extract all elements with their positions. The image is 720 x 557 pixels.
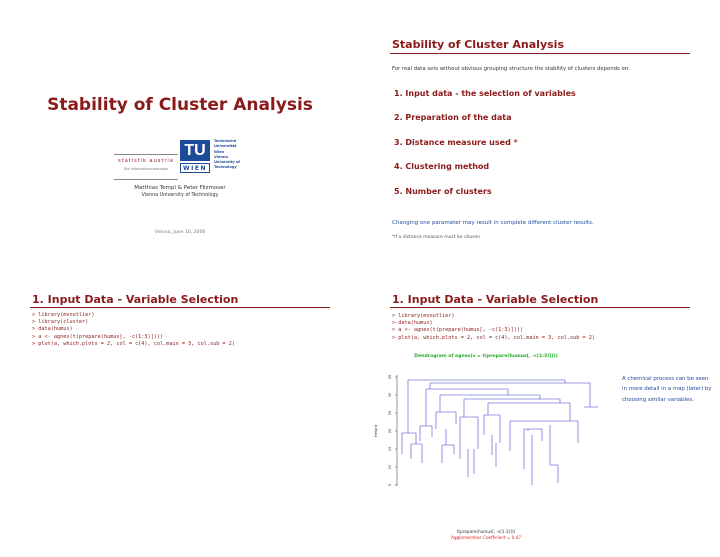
list-item-text: 4. Clustering method xyxy=(394,162,490,172)
code-line: > library(mvoutlier) xyxy=(392,313,455,319)
university: Vienna University of Technology xyxy=(141,193,219,198)
list-item xyxy=(394,138,576,162)
code-line: > a <- agnes(t(prepare(humus[, -c(1:3)]))) xyxy=(32,333,164,340)
title-rule xyxy=(390,53,690,54)
list-item xyxy=(394,162,576,186)
y-tick-label: 15 xyxy=(388,446,392,452)
y-tick-label: 35 xyxy=(388,374,392,380)
list-item-text: 3. Distance measure used xyxy=(394,137,511,147)
list-item-text: 5. Number of clusters xyxy=(394,186,492,196)
authors: Matthias Templ & Peter Filzmoser xyxy=(134,185,226,191)
code-line: > plot(a, which.plots = 2, col = c(4), col.main = 3, col.sub = 2) xyxy=(392,334,596,341)
title-slide xyxy=(0,0,360,278)
agglomerative-coefficient: Agglomerative Coefficient = 0.47 xyxy=(451,535,521,540)
y-tick-label: 5 xyxy=(388,483,392,487)
statistik-logo-subtext: Die Informationsmanager xyxy=(123,167,169,171)
tu-text-line: Technology xyxy=(214,165,237,170)
y-tick-label: 10 xyxy=(388,464,392,470)
list-item xyxy=(394,113,576,137)
code-line: > library(mvoutlier) xyxy=(32,312,95,318)
y-tick-label: 20 xyxy=(388,428,392,434)
list-item-text: 2. Preparation of the data xyxy=(394,113,512,123)
tu-logo-wien: WIEN xyxy=(180,163,210,173)
x-axis-label: t(prepare(humus[, -c(1:3)])) xyxy=(456,529,516,534)
footnote-marker: * xyxy=(513,137,518,147)
slide-title: 1. Input Data - Variable Selection xyxy=(392,293,599,306)
title-rule xyxy=(30,307,330,308)
tu-text-line: Technische xyxy=(214,139,237,143)
code-line: > data(humus) xyxy=(32,326,73,333)
intro-text: For real data sets without obvious grouping structure the stability of clusters depends on: xyxy=(392,66,630,72)
plot-title: Dendrogram of agnes(x = t(prepare(humus[, -c(1:3)]))) xyxy=(414,354,558,359)
presentation-title: Stability of Cluster Analysis xyxy=(47,95,313,115)
tu-logo-text xyxy=(214,139,240,171)
y-axis-label: Height xyxy=(373,424,378,438)
tu-logo-letters: TU xyxy=(180,140,210,161)
list-item xyxy=(394,187,576,211)
variable-selection-slide-2 xyxy=(360,279,720,557)
r-code-block xyxy=(32,312,235,348)
statistik-logo-text: statistik austria xyxy=(118,158,174,164)
slide-title: 1. Input Data - Variable Selection xyxy=(32,293,239,306)
code-line: > plot(a, which.plots = 2, col = c(4), col.main = 3, col.sub = 2) xyxy=(32,340,236,347)
code-line: > library(cluster) xyxy=(32,319,89,326)
tu-text-line: Wien xyxy=(214,149,225,154)
tu-text-line: Vienna xyxy=(214,154,228,159)
y-tick-label: 25 xyxy=(388,410,392,416)
presentation-date: Vienna, June 16, 2006 xyxy=(154,230,206,235)
list-item xyxy=(394,89,576,113)
dendrogram-branches xyxy=(402,380,598,485)
side-note: A chemical process can be seen in more detail in a map (later) by choosing similar variables. xyxy=(622,376,712,403)
overview-slide xyxy=(360,0,720,278)
code-line: > data(humus) xyxy=(392,320,433,327)
variable-selection-slide-1 xyxy=(0,279,360,557)
factor-list xyxy=(394,89,576,211)
tu-wien-logo xyxy=(180,140,210,174)
conclusion-text: Changing one parameter may result in complete different cluster results. xyxy=(392,220,594,226)
y-tick-label: 30 xyxy=(388,392,392,398)
tu-text-line: University of xyxy=(214,160,240,165)
slide-title: Stability of Cluster Analysis xyxy=(392,38,564,51)
list-item-text: 1. Input data - the selection of variables xyxy=(394,89,576,98)
tu-text-line: Universität xyxy=(214,144,237,149)
dendrogram-plot xyxy=(360,279,720,557)
code-line: > a <- agnes(t(prepare(humus[, -c(1:3)]))) xyxy=(392,327,524,334)
y-ticks xyxy=(388,375,397,486)
footnote: *if a distance measure must be chosen xyxy=(392,235,481,240)
statistik-austria-logo xyxy=(114,154,178,180)
